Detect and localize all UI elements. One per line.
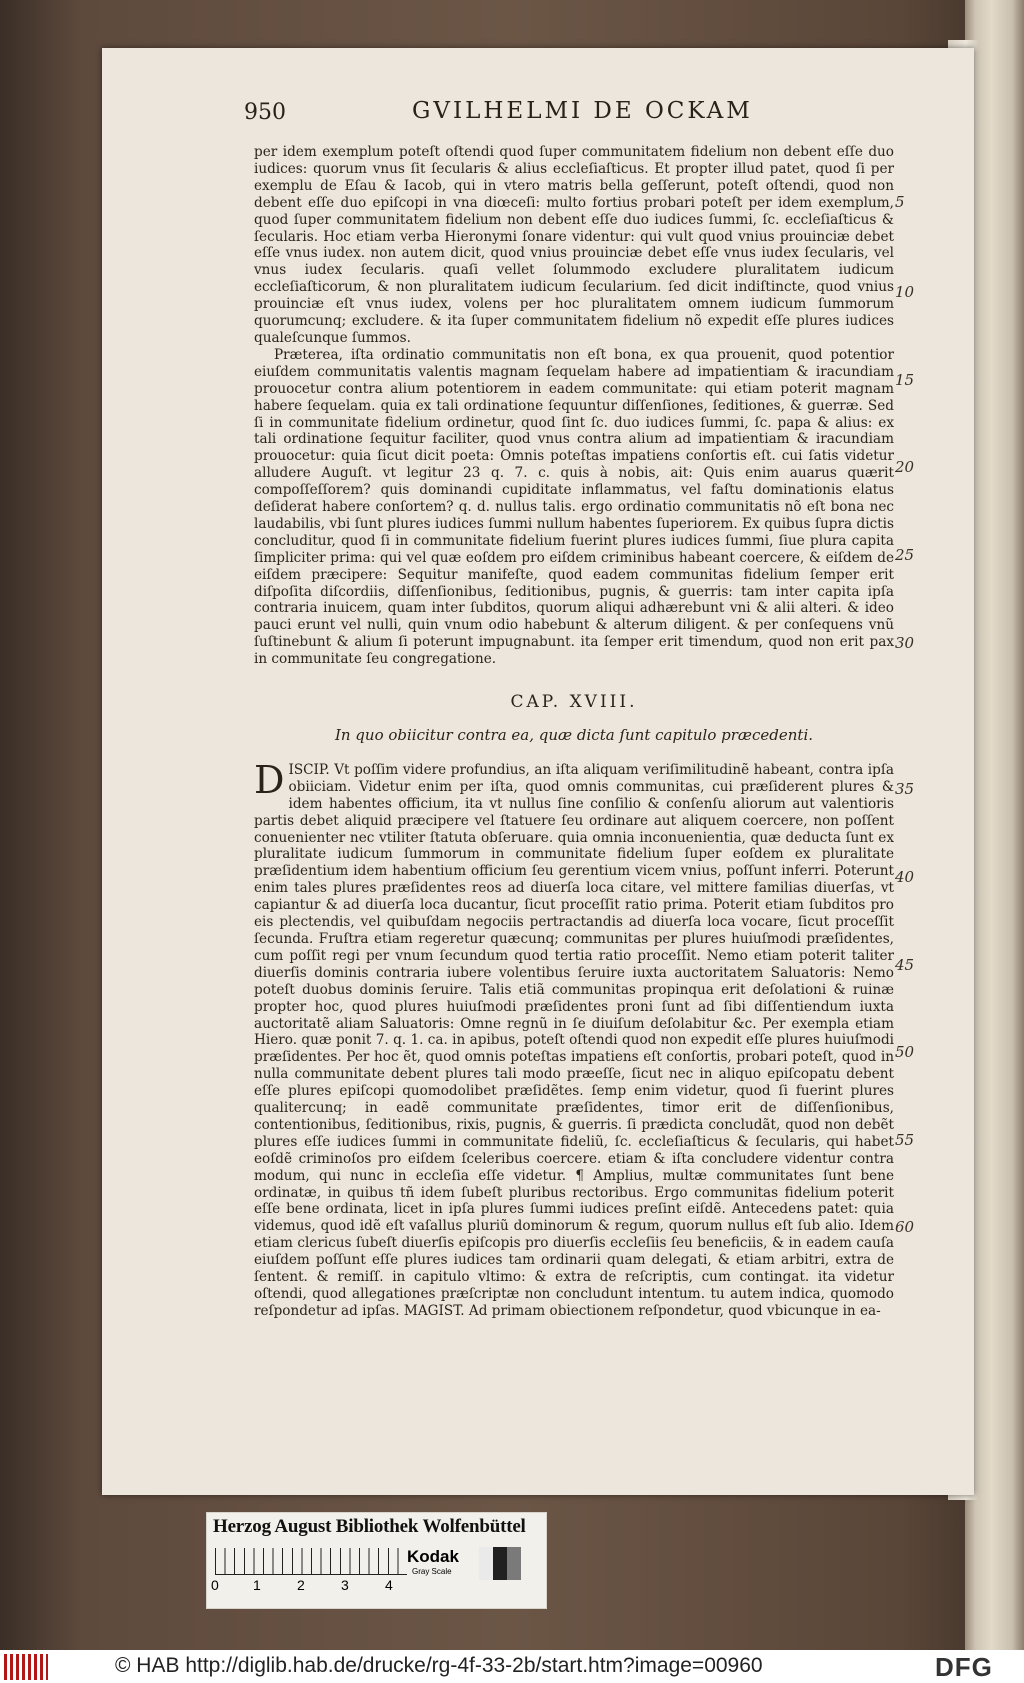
footer-bar bbox=[0, 1650, 1024, 1683]
gray-swatch bbox=[479, 1547, 493, 1580]
drop-capital: D bbox=[254, 757, 285, 802]
color-calibration-card bbox=[206, 1512, 547, 1609]
line-number: 55 bbox=[895, 1131, 915, 1149]
hab-logo-icon bbox=[4, 1654, 48, 1680]
ruler-mark: 2 bbox=[297, 1577, 305, 1593]
ruler-mark: 1 bbox=[253, 1577, 261, 1593]
line-number: 15 bbox=[895, 371, 915, 389]
page-number: 950 bbox=[244, 100, 286, 125]
line-number: 60 bbox=[895, 1218, 915, 1236]
book-page bbox=[102, 48, 974, 1495]
line-number: 40 bbox=[895, 868, 915, 886]
line-number: 45 bbox=[895, 956, 915, 974]
scale-ruler bbox=[215, 1548, 407, 1575]
page-body bbox=[254, 144, 894, 1320]
line-number: 30 bbox=[895, 634, 915, 652]
line-number: 50 bbox=[895, 1043, 915, 1061]
ruler-mark: 3 bbox=[341, 1577, 349, 1593]
footer-url[interactable]: © HAB http://diglib.hab.de/drucke/rg-4f-33-2b/start.htm?image=00960 bbox=[115, 1654, 763, 1677]
running-title: GVILHELMI DE OCKAM bbox=[412, 98, 753, 124]
gray-scale-label: Gray Scale bbox=[412, 1567, 452, 1576]
gray-swatch bbox=[493, 1547, 507, 1580]
line-number: 35 bbox=[895, 780, 915, 798]
ruler-mark: 0 bbox=[211, 1577, 219, 1593]
library-name: Herzog August Bibliothek Wolfenbüttel bbox=[213, 1516, 526, 1537]
gray-swatch bbox=[507, 1547, 521, 1580]
paragraph: per idem exemplum poteſt oſtendi quod ſuper communitatem fidelium non debent eſſe duo iudices: quorum vnus ſit ſecularis & alius eccleſiaſticus. Et propter illud patet, quod ſi per exemplu de Eſau & Iacob, qui in vtero matris bella geſſerunt, poteſt oſtendi, quod non debent eſſe duo epiſcopi in vna diœceſi: multo fortius probari poteſt per idem exemplum, quod ſuper communitatem fidelium non debent eſſe duo iudices ſummi, ſc. eccleſiaſticus & ſecularis. Hoc etiam verba Hieronymi ſonare videntur: qui vult quod vnius prouinciæ debet eſſe vnus iudex. non autem dicit, quod vnius prouinciæ debet eſſe vnus iudex ſecularis, vel vnus iudex ſecularis. quaſi vellet ſolummodo excludere pluralitatem iudicum eccleſiaſticorum, & non pluralitatem iudicum ſecularium. ſed dicit indiſtincte, quod vnius prouinciæ eſt vnus iudex, volens per hoc pluralitatem omnem iudicum ſummorum quorumcunq; excludere. & ita ſuper communitatem fidelium nõ expedit eſſe plures iudices qualeſcunque ſummos. bbox=[254, 144, 894, 346]
chapter-heading: CAP. XVIII. bbox=[510, 692, 638, 713]
line-number: 25 bbox=[895, 546, 915, 564]
kodak-logo: Kodak bbox=[407, 1547, 459, 1566]
paragraph-text: ISCIP. Vt poſſim videre profundius, an iſta aliquam veriſimilitudinẽ habeant, contra ipſa obiiciam. Videtur enim per iſta, quod omnis communitas, cui præſiderent plures & idem habentes officium, ita vt nullus ſine conſilio & conſenſu aliorum aut valentioris partis debet aliquid præcipere vel ſtatuere ſeu ordinare aut aliquem coercere, non poſſent conuenienter nec vtiliter ſtatuta obſeruare. quia omnia inconuenientia, quæ deducta ſunt ex pluralitate iudicum ſummorum in communitate fidelium ſuper eoſdem ex pluralitate præſidentium idem habentium officium ſeu gerentium vicem vnius, poſſunt inferri. Poterunt enim tales plures præſidentes reos ad diuerſa loca citare, vel mittere familias diuerſas, vt capiantur & ad diuerſa loca ducantur, ſicut proceſſit ratio prima. Poterit etiam ſubditos pro eis plectendis, vel quibuſdam negociis pertractandis ad diuerſa loca vocare, ſicut proceſſit ſecunda. Fruſtra etiam regeretur quæcunq; communitas per plures huiuſmodi præſidentes, cum poſſit regi per vnum ſecundum quod tertia ratio proceſſit. Nemo etiam poterit taliter diuerſis dominis contraria iubere volentibus ſeruire iuxta auctoritatem Saluatoris: Nemo poteſt duobus dominis ſeruire. Talis etiã communitas propinqua erit deſolationi & ruinæ propter hoc, quod plures huiuſmodi præſidentes proni ſunt ad ſibi diſſentiendum iuxta auctoritatẽ aliam Saluatoris: Omne regnũ in ſe diuiſum deſolabitur &c. Per exempla etiam Hiero. quæ ponit 7. q. 1. ca. in apibus, poteſt oſtendi quod non expedit eſſe plures huiuſmodi præſidentes. Per hoc ẽt, quod omnis poteſtas impatiens eſt conſortis, probari poteſt, quod in nulla communitate debent plures tali modo præeſſe, ſicut nec in aliquo epiſcopatu debent eſſe plures epiſcopi quomodolibet præſidẽtes. ſemp enim videtur, quod ſi fuerint plures qualitercunq; in eadẽ communitate præſidentes, timor erit de diſſenſionibus, contentionibus, ſeditionibus, rixis, pugnis, & guerris. ſi prædicta concludãt, quod non debẽt plures eſſe iudices ſummi in communitate fideliũ, ſc. eccleſiaſticus & ſecularis, qui habet eoſdẽ criminoſos pro eiſdem ſceleribus coercere. etiam & iſta concludere videntur contra modum, qui nunc in eccleſia eſſe videtur. ¶ Amplius, multæ communitates ſunt bene ordinatæ, in quibus tñ idem ſubeſt pluribus rectoribus. Ergo communitas fidelium poterit eſſe bene ordinata, licet in ipſa plures ſummi iudices preſint eiſdẽ. Antecedens patet: quia videmus, quod idẽ eſt vaſallus pluriũ dominorum & regum, quorum nullus eſt ſub alio. Idem etiam clericus ſubeſt diuerſis epiſcopis pro diuerſis eccleſiis ſeu beneficiis, & in eadem cauſa eiuſdem poſſunt eſſe plures iudices tam ordinarii quam delegati, & etiam arbitri, extra de ſentent. & remiſſ. in capitulo vltimo: & extra de reſcriptis, cum contingat. ita videtur oſtendi, quod allegationes præſcriptæ non concludunt intentum. tu autem indica, quomodo reſpondetur ad ipſas. MAGIST. Ad primam obiectionem reſpondetur, quod vbicunque in ea- bbox=[254, 761, 894, 1319]
line-number: 10 bbox=[895, 283, 915, 301]
ruler-mark: 4 bbox=[385, 1577, 393, 1593]
line-number: 5 bbox=[895, 193, 905, 211]
line-number: 20 bbox=[895, 458, 915, 476]
paragraph: Præterea, iſta ordinatio communitatis non eſt bona, ex qua prouenit, quod potentior eiuſdem communitatis valentis magnam ſequelam habere ad impatientiam & iracundiam prouocetur contra alium potentiorem in eadem communitate: qui etiam poterit magnam habere ſequelam. quia ex tali ordinatione ſequuntur diſſenſiones, ſeditiones, & guerræ. Sed ſi in communitate fidelium ordinetur, quod ſint ſc. duo iudices ſummi, ſc. papa & alius: ex tali ordinatione ſequitur faciliter, quod vnus contra alium ad impatientiam & iracundiam prouocetur: quia ſicut dicit poeta: Omnis poteſtas impatiens conſortis eſt. cui ſatis videtur alludere Auguſt. vt legitur 23 q. 7. c. quis à nobis, ait: Quis enim auarus quærit compoſſeſſorem? quis dominandi cupiditate inflammatus, vel faſtu dominationis elatus deſiderat habere conſortem? q. d. nullus talis. ergo ordinatio communitatis nõ eſt bona nec laudabilis, vbi ſunt plures iudices ſummi nullum habentes ſuperiorem. Ex quibus ſupra dictis concluditur, quod ſi in communitate fidelium fuerint plures iudices ſummi, ſiue plura capita ſimpliciter prima: qui vel quæ eoſdem pro eiſdem criminibus habeant coercere, & eiſdem de eiſdem præcipere: Sequitur manifeſte, quod eadem communitas fidelium ſemper erit diſpoſita diſcordiis, diſſenſionibus, ſeditionibus, pugnis, & guerris: tam inter capita ipſa contraria inuicem, quam inter ſubditos, quorum aliqui adhærebunt vni & alii alteri. & ideo pauci erunt vel nulli, quin vnum odio habebunt & alterum diligent. & per conſequens vnũ ſuſtinebunt & alium ſi poterunt impugnabunt. ita ſemper erit timendum, quod non erit pax in communitate ſeu congregatione. bbox=[254, 346, 894, 668]
dfg-logo: DFG bbox=[935, 1652, 993, 1682]
chapter-subtitle: In quo obiicitur contra ea, quæ dicta ſunt capitulo præcedenti. bbox=[334, 726, 814, 744]
paragraph bbox=[254, 757, 894, 1320]
page-header bbox=[102, 98, 974, 128]
